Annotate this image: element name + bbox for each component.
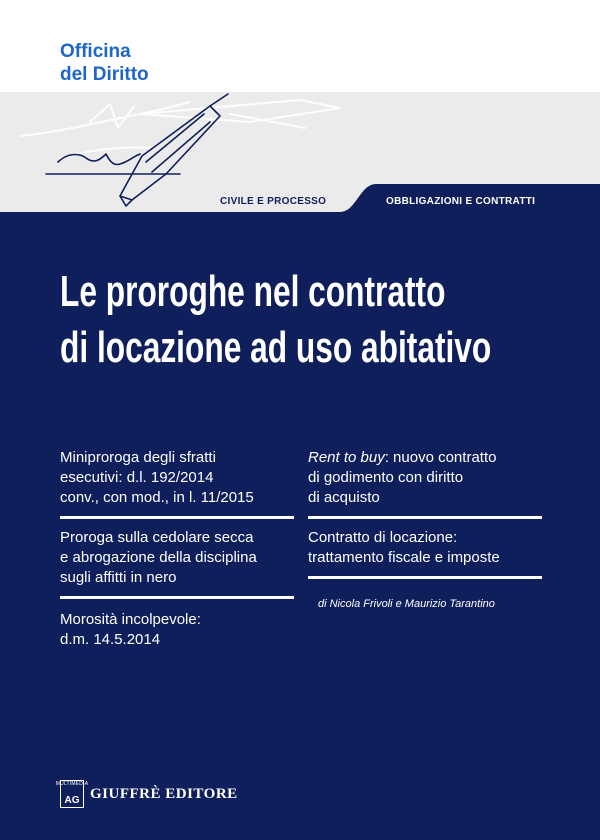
series-title-line2: del Diritto [60,64,149,85]
publisher-name: GIUFFRÈ EDITORE [90,785,238,802]
topic-item [60,448,294,508]
publisher-logo-letters: AG [64,795,80,806]
divider [308,576,542,579]
topic-text: Proroga sulla cedolare secca e abrogazione della disciplina sugli affitti in nero [60,529,257,586]
series-title-line1: Officina [60,41,131,62]
topic-text: Morosità incolpevole: d.m. 14.5.2014 [60,611,201,648]
book-title-line1: Le proroghe nel contratto [60,267,446,316]
divider [60,596,294,599]
book-title-line2: di locazione ad uso abitativo [60,323,492,372]
topic-text: Contratto di locazione: trattamento fiscale e imposte [308,529,500,566]
divider [308,516,542,519]
tab-obbligazioni-e-contratti: OBBLIGAZIONI E CONTRATTI [386,196,536,207]
topic-emphasis: Rent to buy [308,449,385,466]
topic-item [308,448,542,508]
book-title [60,264,492,376]
topic-item [60,528,294,588]
tab-civile-e-processo: CIVILE E PROCESSO [220,196,327,207]
publisher-logo-icon [55,780,89,808]
publisher [55,780,238,808]
authors: di Nicola Frivoli e Maurizio Tarantino [318,598,495,610]
topic-rest: : nuovo contratto di godimento con diritto di acquisto [308,449,497,506]
tab-shape [0,0,600,220]
topic-item [60,610,294,650]
topic-text: Miniproroga degli sfratti esecutivi: d.l. 192/2014 conv., con mod., in l. 11/2015 [60,449,254,506]
topic-text [308,448,542,508]
divider [60,516,294,519]
topic-item [308,528,542,568]
publisher-logo-top: MULTIMEDIA [55,781,89,787]
